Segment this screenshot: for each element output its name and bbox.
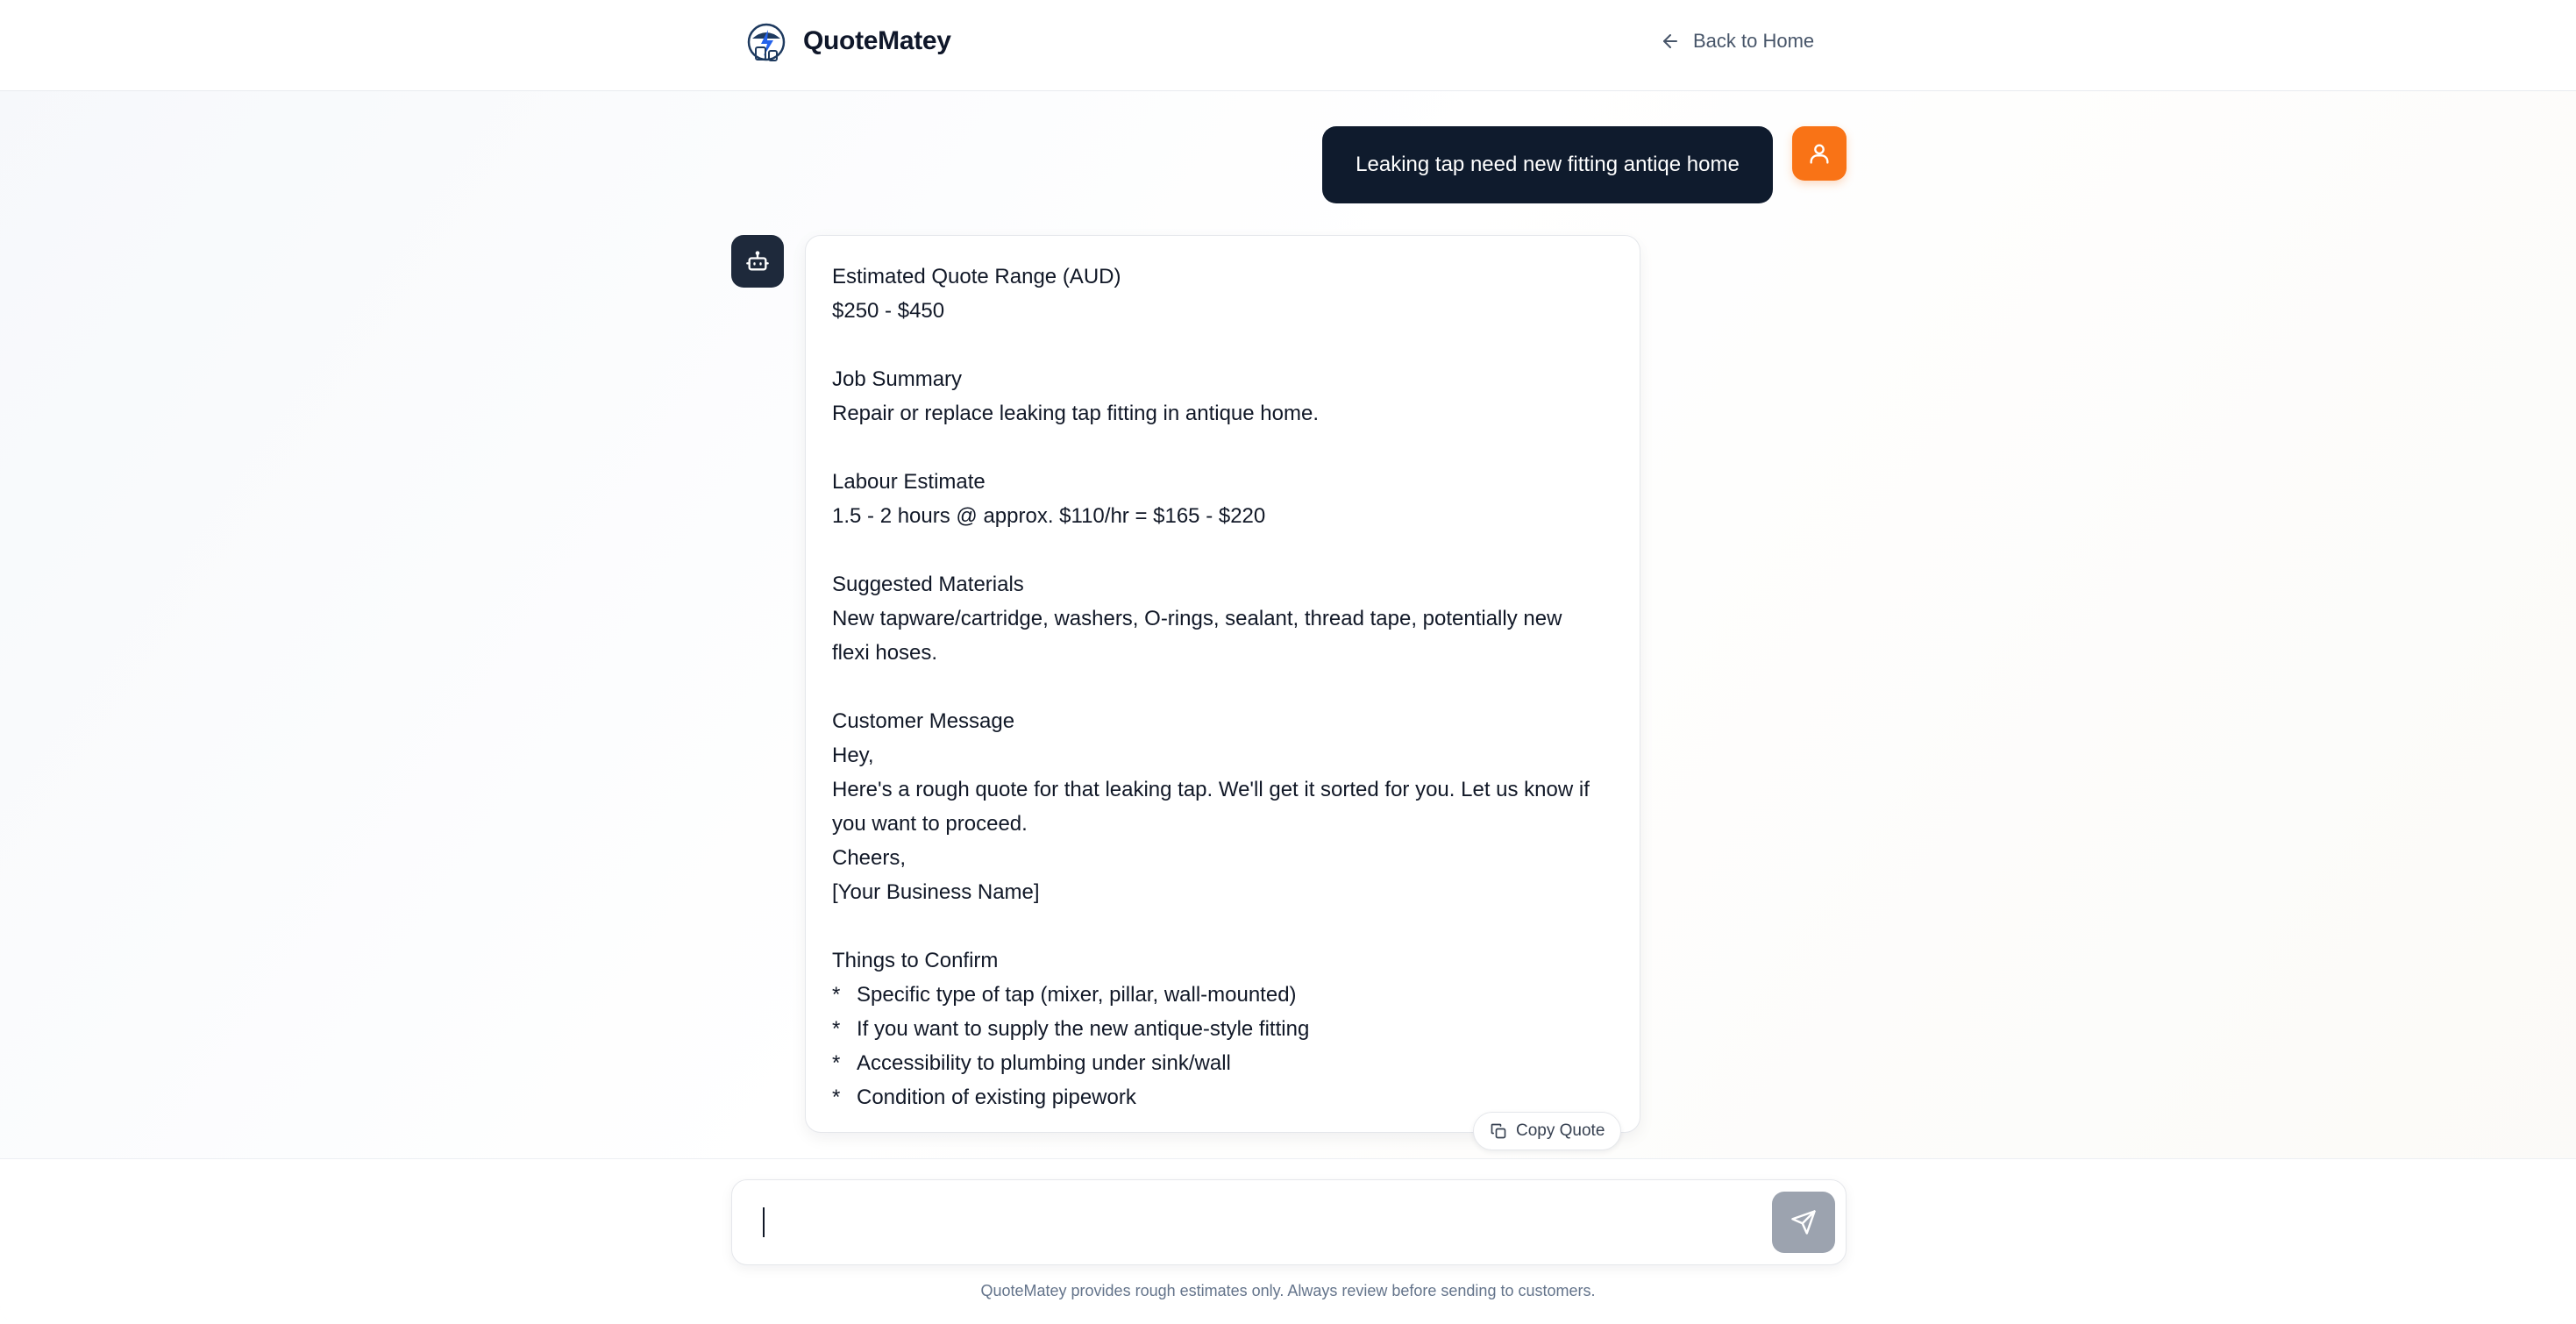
quote-line: New tapware/cartridge, washers, O-rings, sealant, thread tape, potentially new: [832, 607, 1562, 630]
arrow-left-icon: [1660, 31, 1681, 52]
quote-line: Job Summary: [832, 367, 963, 391]
quote-line: Cheers,: [832, 846, 907, 870]
quote-spacer: [832, 328, 1613, 362]
quote-spacer: [832, 670, 1613, 704]
bot-avatar: [731, 235, 784, 288]
quote-line: you want to proceed.: [832, 812, 1028, 836]
copy-quote-button[interactable]: [1473, 1112, 1621, 1150]
bullet-marker: *: [832, 1086, 841, 1109]
quote-line: Things to Confirm: [832, 949, 999, 972]
top-header: [0, 0, 2576, 91]
quote-line: Hey,: [832, 744, 874, 767]
back-to-home-label: Back to Home: [1693, 30, 1815, 52]
message-input[interactable]: [758, 1198, 1779, 1249]
confirm-item-text: Accessibility to plumbing under sink/wall: [857, 1051, 1231, 1075]
disclaimer-text: QuoteMatey provides rough estimates only. Always review before sending to customers.: [980, 1282, 1596, 1299]
send-icon: [1790, 1209, 1817, 1235]
quote-line: Repair or replace leaking tap fitting in antique home.: [832, 402, 1319, 425]
confirm-list-item: [832, 1046, 1613, 1080]
quote-line: 1.5 - 2 hours @ approx. $110/hr = $165 - $220: [832, 504, 1266, 528]
send-button[interactable]: [1772, 1192, 1835, 1253]
brand-name: QuoteMatey: [803, 26, 951, 55]
quote-text: [832, 260, 1613, 978]
user-icon: [1807, 141, 1832, 166]
quote-line: Customer Message: [832, 709, 1015, 733]
bot-icon: [745, 249, 770, 274]
confirm-list: [832, 978, 1613, 1114]
user-avatar: [1792, 126, 1847, 181]
copy-icon: [1490, 1122, 1507, 1140]
confirm-list-item: [832, 1012, 1613, 1046]
quote-line: $250 - $450: [832, 299, 945, 323]
bullet-marker: *: [832, 1017, 841, 1041]
tradie-lightning-logo-icon[interactable]: [744, 21, 789, 67]
quote-spacer: [832, 909, 1613, 943]
copy-quote-label: Copy Quote: [1516, 1121, 1605, 1140]
confirm-item-text: If you want to supply the new antique-style fitting: [857, 1017, 1310, 1041]
quote-spacer: [832, 431, 1613, 465]
confirm-list-item: [832, 1080, 1613, 1114]
quote-line: Labour Estimate: [832, 470, 986, 494]
quote-line: [Your Business Name]: [832, 880, 1040, 904]
bot-quote-message: [805, 235, 1640, 1133]
confirm-item-text: Condition of existing pipework: [857, 1086, 1136, 1109]
quote-line: flexi hoses.: [832, 641, 938, 665]
confirm-list-item: [832, 978, 1613, 1012]
bullet-marker: *: [832, 983, 841, 1007]
user-message-bubble: Leaking tap need new fitting antiqe home: [1322, 126, 1773, 203]
back-to-home-link[interactable]: [1660, 30, 1814, 53]
text-caret: [763, 1207, 765, 1237]
message-composer: [731, 1179, 1847, 1265]
bullet-marker: *: [832, 1051, 841, 1075]
quote-line: Estimated Quote Range (AUD): [832, 265, 1121, 288]
confirm-item-text: Specific type of tap (mixer, pillar, wall-mounted): [857, 983, 1297, 1007]
quote-spacer: [832, 533, 1613, 567]
quote-line: Here's a rough quote for that leaking tap. We'll get it sorted for you. Let us know if: [832, 778, 1590, 801]
quote-line: Suggested Materials: [832, 573, 1024, 596]
